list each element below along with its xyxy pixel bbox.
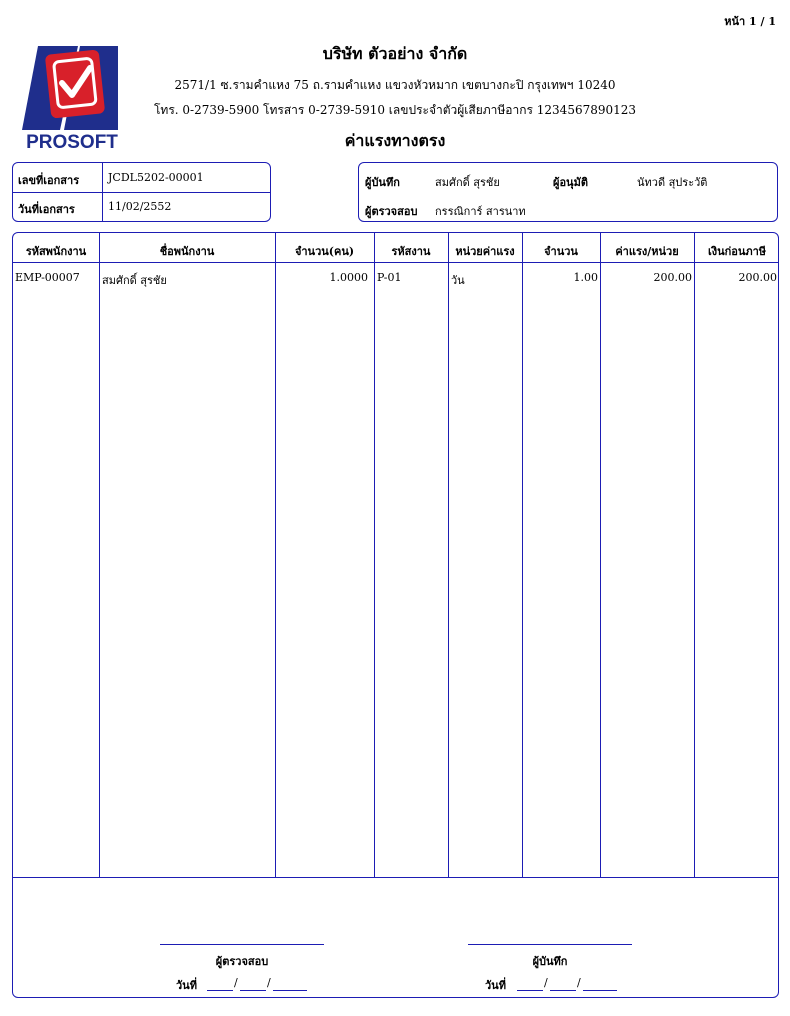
doc-date-value: 11/02/2552 (108, 200, 172, 213)
page-number: หน้า 1 / 1 (724, 15, 776, 28)
people-info-box (358, 162, 778, 222)
recorder-label: ผู้บันทึก (365, 176, 400, 189)
cell-employee-name: สมศักดิ์ สุรชัย (102, 274, 167, 287)
doc-no-label: เลขที่เอกสาร (18, 174, 80, 187)
header-rate: ค่าแรง/หน่วย (615, 245, 679, 258)
header-headcount: จำนวน(คน) (294, 245, 355, 258)
document-title: ค่าแรงทางตรง (344, 131, 446, 150)
svg-text:PROSOFT: PROSOFT (26, 132, 118, 152)
header-job-code: รหัสงาน (391, 245, 431, 258)
checker-signature-label: ผู้ตรวจสอบ (215, 955, 269, 968)
approver-label: ผู้อนุมัติ (553, 176, 588, 189)
labor-table: รหัสพนักงาน ชื่อพนักงาน จำนวน(คน) รหัสงาน หน่วยค่าแรง จำนวน ค่าแรง/หน่วย เงินก่อนภาษี EMP-00007 สมศักดิ์ สุรชัย 1.0000 P-01 วัน 1.00 200.00 200.00 ผู้ตรวจสอบ วันที่ / / ผู้บันทึก วันที่ / / (12, 232, 779, 998)
header-quantity: จำนวน (544, 245, 578, 258)
header-pre-tax: เงินก่อนภาษี (707, 245, 767, 258)
cell-employee-code: EMP-00007 (15, 271, 80, 284)
recorder-name: สมศักดิ์ สุรชัย (435, 176, 500, 189)
checker-label: ผู้ตรวจสอบ (365, 205, 418, 218)
header-employee-name: ชื่อพนักงาน (159, 245, 215, 258)
recorder-signature-label: ผู้บันทึก (532, 955, 568, 968)
recorder-date-label: วันที่ (485, 979, 506, 992)
cell-quantity: 1.00 (573, 271, 598, 284)
approver-name: นัทวดี สุประวัติ (637, 176, 708, 189)
company-name: บริษัท ตัวอย่าง จำกัด (322, 44, 468, 63)
recorder-signature-line (468, 944, 632, 945)
header-employee-code: รหัสพนักงาน (25, 245, 87, 258)
cell-pre-tax: 200.00 (738, 271, 777, 284)
checker-signature-line (160, 944, 324, 945)
doc-info-box (12, 162, 271, 222)
company-contact: โทร. 0-2739-5900 โทรสาร 0-2739-5910 เลขประจำตัวผู้เสียภาษีอากร 1234567890123 (153, 103, 637, 117)
header-wage-unit: หน่วยค่าแรง (455, 245, 515, 258)
checker-name: กรรณิการ์ สารนาท (435, 205, 526, 218)
cell-wage-unit: วัน (451, 274, 465, 287)
company-address: 2571/1 ซ.รามคำแหง 75 ถ.รามคำแหง แขวงหัวหมาก เขตบางกะปิ กรุงเทพฯ 10240 (174, 78, 616, 92)
checker-date-label: วันที่ (176, 979, 197, 992)
cell-job-code: P-01 (377, 271, 402, 284)
doc-no-value: JCDL5202-00001 (108, 171, 204, 184)
cell-rate: 200.00 (653, 271, 692, 284)
doc-date-label: วันที่เอกสาร (18, 203, 75, 216)
cell-headcount: 1.0000 (329, 271, 368, 284)
